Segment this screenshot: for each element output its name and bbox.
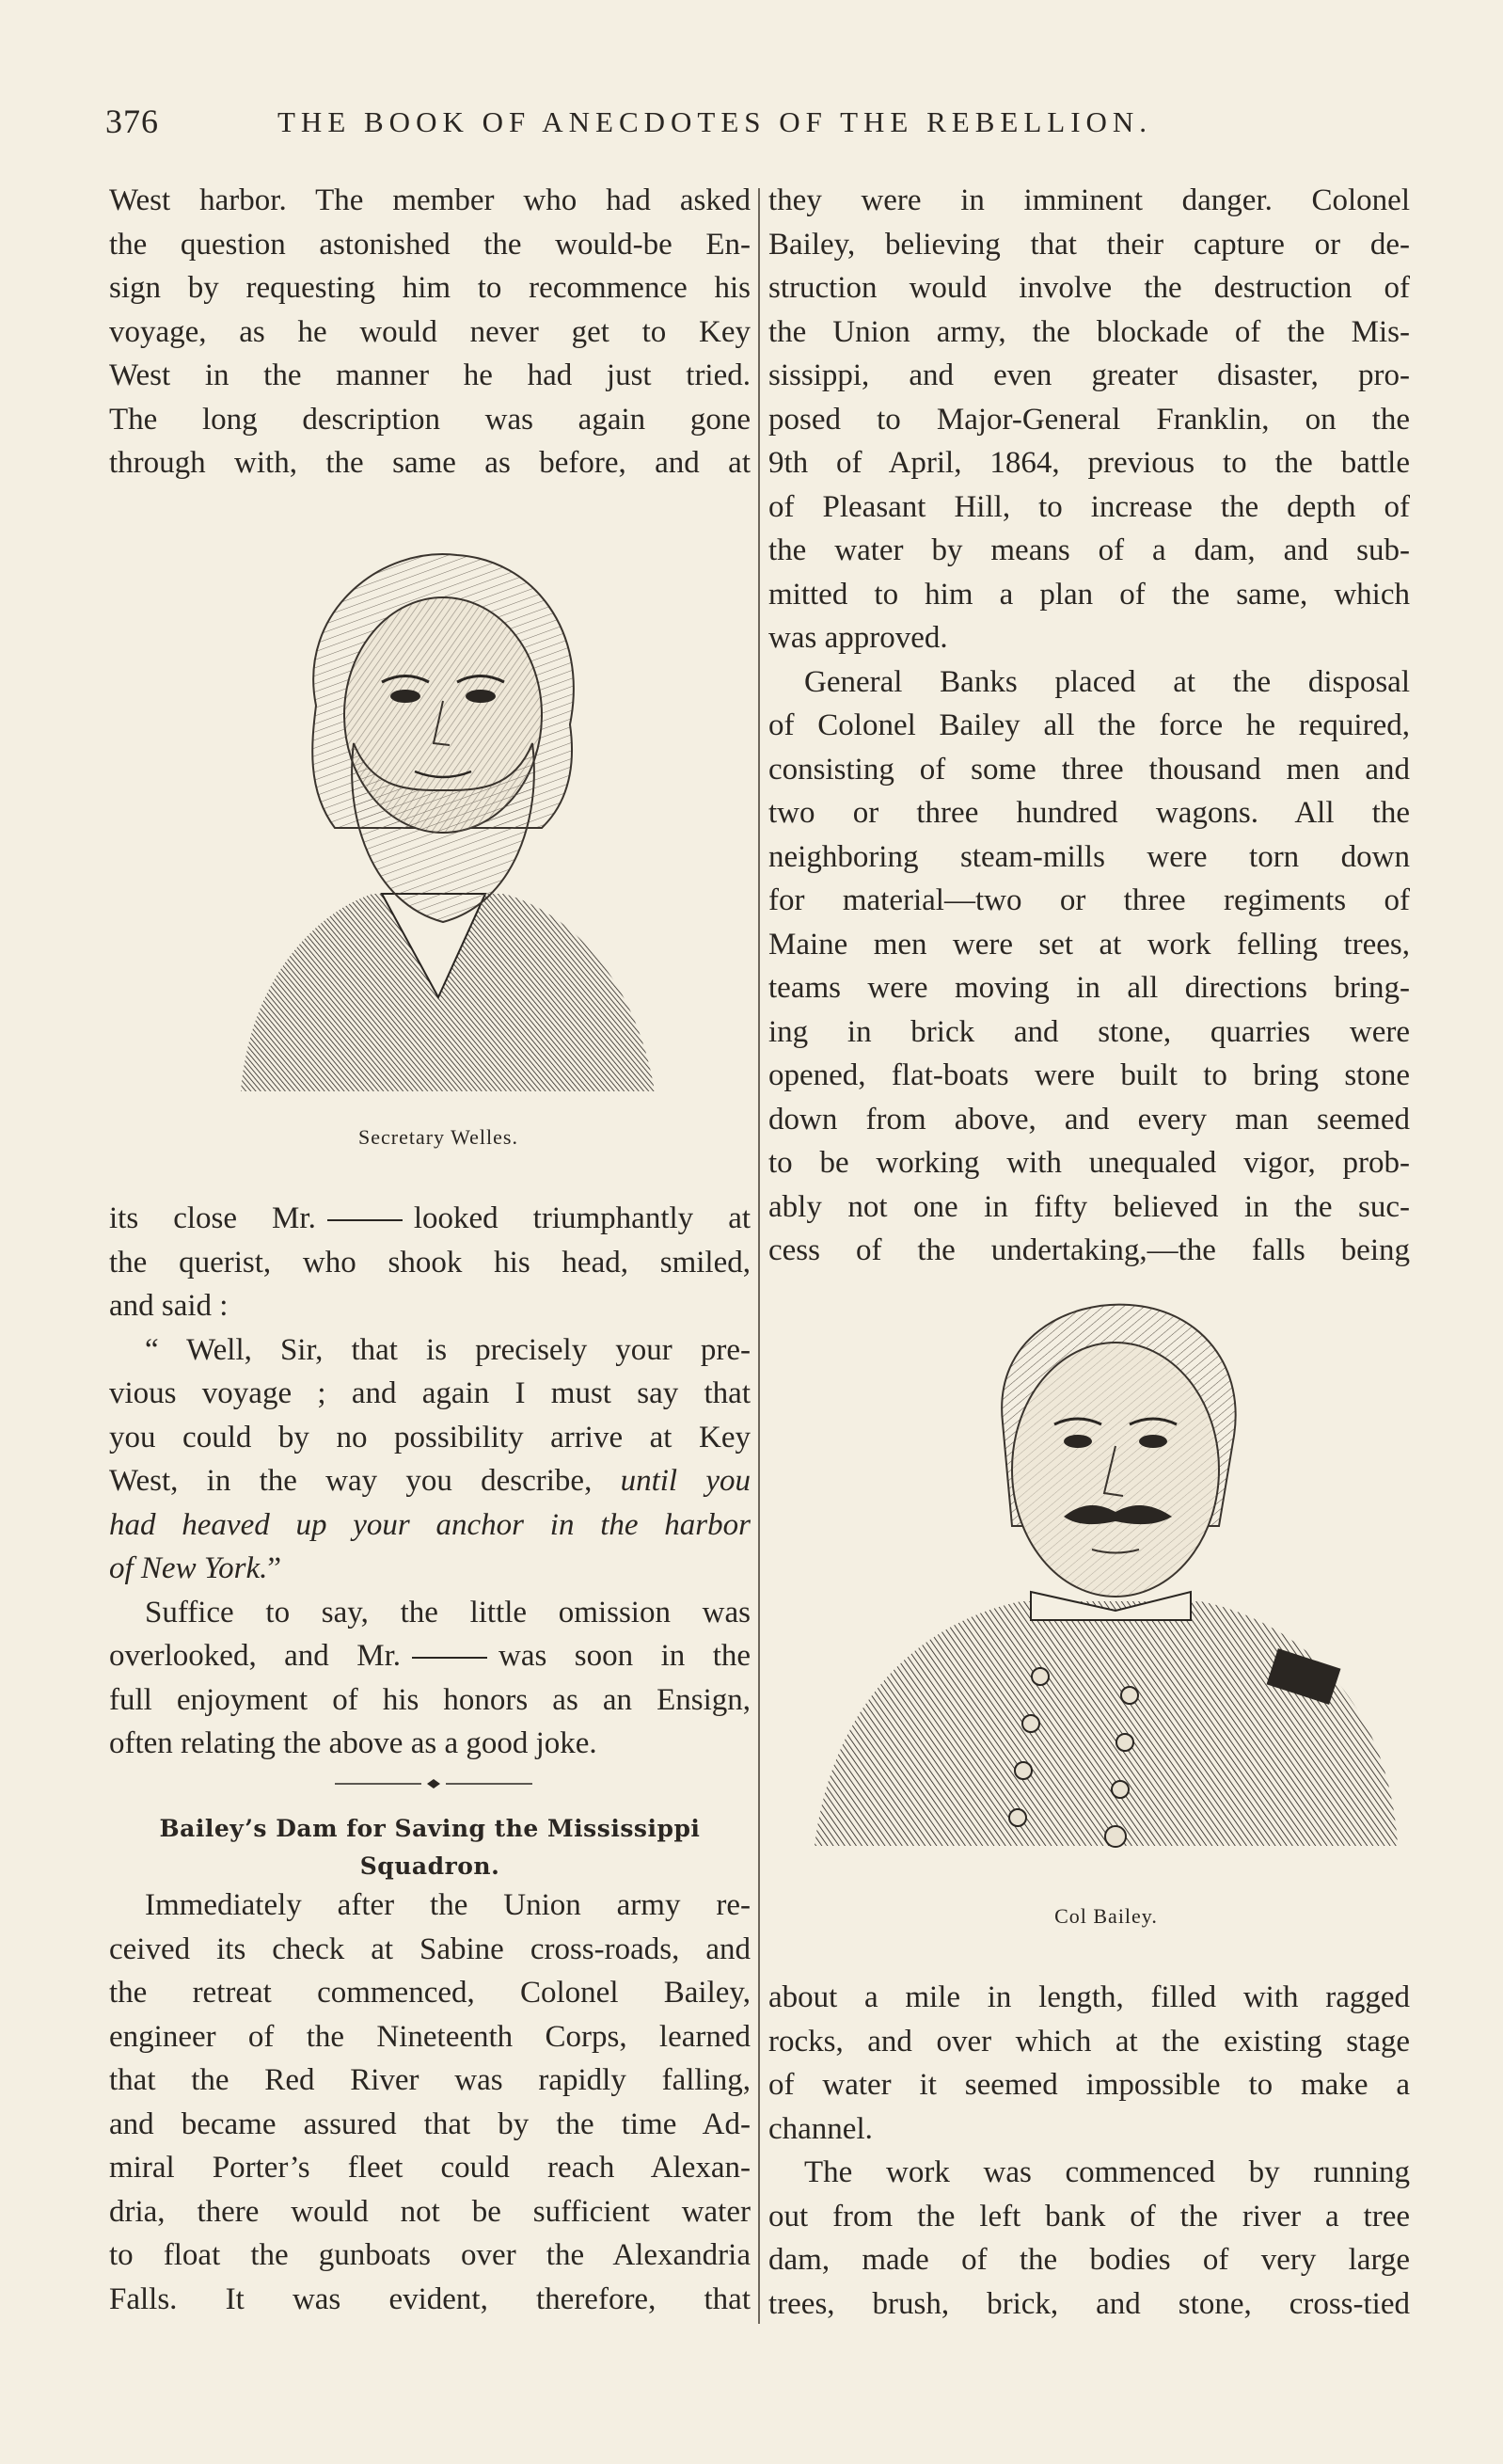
text-line: about a mile in length, filled with ragged xyxy=(768,1980,1410,2014)
text-line: sign by requesting him to recommence his xyxy=(109,271,751,305)
text-line: neighboring steam-mills were torn down xyxy=(768,839,1410,874)
text-line: Maine men were set at work felling trees, xyxy=(768,927,1410,962)
text-line: the Union army, the blockade of the Mis- xyxy=(768,314,1410,349)
text-line: full enjoyment of his honors as an Ensign, xyxy=(109,1682,751,1717)
text-line: 9th of April, 1864, previous to the battle xyxy=(768,446,1410,480)
text-line: you could by no possibility arrive at Key xyxy=(109,1420,751,1455)
text-run: looked triumphantly at xyxy=(413,1201,751,1235)
italic-run: had heaved up your anchor in the harbor xyxy=(109,1507,751,1542)
text-line: vious voyage ; and again I must say that xyxy=(109,1376,751,1410)
text-line: Falls. It was evident, therefore, that xyxy=(109,2281,751,2316)
text-line: teams were moving in all directions bring- xyxy=(768,971,1410,1005)
paragraph xyxy=(768,179,1410,660)
text-line xyxy=(109,1197,751,1241)
paragraph xyxy=(109,1197,751,1766)
text-line: voyage, as he would never get to Key xyxy=(109,314,751,349)
text-line: dria, there would not be sufficient water xyxy=(109,2194,751,2229)
text-line: posed to Major-General Franklin, on the xyxy=(768,402,1410,437)
text-line: down from above, and every man seemed xyxy=(768,1102,1410,1137)
text-line: they were in imminent danger. Colonel xyxy=(768,183,1410,217)
page-number: 376 xyxy=(105,103,159,140)
figure-caption: Col Bailey. xyxy=(1054,1904,1158,1928)
text-run: overlooked, and Mr. xyxy=(109,1639,402,1673)
text-line: ing in brick and stone, quarries were xyxy=(768,1014,1410,1049)
portrait-engraving-bailey xyxy=(805,1281,1407,1884)
section-title xyxy=(109,1810,751,1885)
portrait-engraving-welles xyxy=(203,508,673,1101)
text-line: the question astonished the would-be En- xyxy=(109,227,751,262)
text-line: Bailey, believing that their capture or de- xyxy=(768,227,1410,262)
text-line: the querist, who shook his head, smiled, xyxy=(109,1245,751,1280)
text-line xyxy=(109,1503,751,1548)
text-run: was soon in the xyxy=(498,1639,751,1673)
text-line: through with, the same as before, and at xyxy=(109,446,751,480)
paragraph xyxy=(109,1884,751,2321)
text-line: mitted to him a plan of the same, which xyxy=(768,577,1410,612)
column-divider xyxy=(758,188,760,2324)
text-line: “ Well, Sir, that is precisely your pre- xyxy=(145,1332,751,1367)
text-line: that the Red River was rapidly falling, xyxy=(109,2063,751,2097)
text-line: opened, flat-boats were built to bring stone xyxy=(768,1058,1410,1092)
text-line: ably not one in fifty believed in the suc- xyxy=(768,1189,1410,1224)
paragraph xyxy=(768,660,1410,1273)
text-line xyxy=(109,1634,751,1678)
text-line: the water by means of a dam, and sub- xyxy=(768,533,1410,567)
italic-run: of New York. xyxy=(109,1551,268,1585)
text-line: of Colonel Bailey all the force he required, xyxy=(768,708,1410,742)
text-line: The long description was again gone xyxy=(109,402,751,437)
section-title-line: Squadron. xyxy=(359,1852,500,1880)
text-line: and said : xyxy=(109,1289,229,1323)
paragraph xyxy=(768,1976,1410,2326)
text-line: sissippi, and even greater disaster, pro- xyxy=(768,358,1410,392)
text-line: of water it seemed impossible to make a xyxy=(768,2068,1410,2102)
text-line: dam, made of the bodies of very large xyxy=(768,2243,1410,2277)
text-line: the retreat commenced, Colonel Bailey, xyxy=(109,1976,751,2010)
text-line: was approved. xyxy=(768,621,948,655)
paragraph xyxy=(109,179,751,485)
text-line: rocks, and over which at the existing stage xyxy=(768,2024,1410,2059)
page-header xyxy=(105,102,1234,149)
name-omission-dash xyxy=(327,1219,403,1221)
text-line: out from the left bank of the river a tree xyxy=(768,2199,1410,2233)
text-line: struction would involve the destruction of xyxy=(768,271,1410,305)
text-line: cess of the undertaking,—the falls being xyxy=(768,1233,1410,1267)
text-line: General Banks placed at the disposal xyxy=(804,664,1410,699)
text-line: ceived its check at Sabine cross-roads, and xyxy=(109,1931,751,1966)
section-title-line: Bailey’s Dam for Saving the Mississippi xyxy=(159,1815,701,1842)
text-line: channel. xyxy=(768,2111,873,2146)
text-run: ” xyxy=(267,1551,282,1585)
text-line: West in the manner he had just tried. xyxy=(109,358,751,392)
text-line: to be working with unequaled vigor, prob- xyxy=(768,1146,1410,1180)
text-line: two or three hundred wagons. All the xyxy=(768,796,1410,830)
figure-caption: Secretary Welles. xyxy=(358,1125,518,1149)
text-run: West, in the way you describe, xyxy=(109,1464,593,1498)
text-line: consisting of some three thousand men and xyxy=(768,752,1410,787)
text-line xyxy=(109,1547,751,1591)
italic-run: until you xyxy=(620,1464,751,1498)
text-run: its close Mr. xyxy=(109,1201,316,1235)
text-line xyxy=(109,1459,751,1503)
text-line: of Pleasant Hill, to increase the depth of xyxy=(768,489,1410,524)
section-divider-ornament xyxy=(335,1776,532,1791)
name-omission-dash xyxy=(412,1657,487,1659)
text-line: engineer of the Nineteenth Corps, learned xyxy=(109,2019,751,2054)
text-line: and became assured that by the time Ad- xyxy=(109,2106,751,2141)
text-line: for material—two or three regiments of xyxy=(768,883,1410,917)
text-line: trees, brush, brick, and stone, cross-tied xyxy=(768,2286,1410,2321)
text-line: The work was commenced by running xyxy=(804,2155,1410,2189)
text-line: miral Porter’s fleet could reach Alexan- xyxy=(109,2151,751,2185)
text-line: often relating the above as a good joke. xyxy=(109,1726,597,1760)
text-line: West harbor. The member who had asked xyxy=(109,183,751,217)
text-line: Suffice to say, the little omission was xyxy=(145,1595,751,1629)
running-title: THE BOOK OF ANECDOTES OF THE REBELLION. xyxy=(277,105,1153,138)
text-line: Immediately after the Union army re- xyxy=(145,1888,751,1922)
text-line: to float the gunboats over the Alexandria xyxy=(109,2238,751,2272)
